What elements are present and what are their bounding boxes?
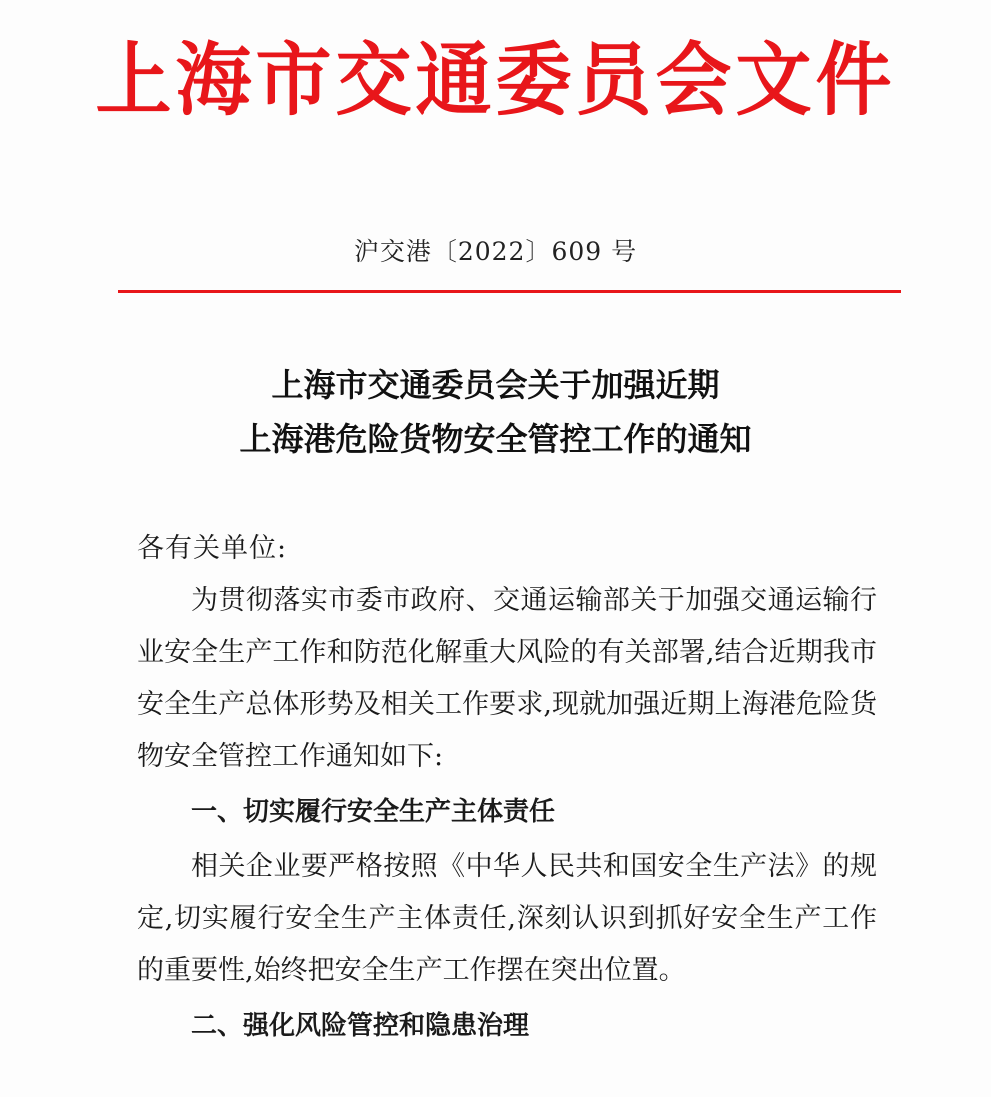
issuer-header-title: 上海市交通委员会文件 [95,32,896,127]
document-body [137,523,877,1055]
addressee: 各有关单位: [137,533,288,564]
section-2-heading: 二、强化风险管控和隐患治理 [191,1011,530,1041]
section-1-paragraph: 相关企业要严格按照《中华人民共和国安全生产法》的规定,切实履行安全生产主体责任,深刻认识到抓好安全生产工作的重要性,始终把安全生产工作摆在突出位置。 [137,851,877,986]
document-number: 沪交港〔2022〕609 号 [353,237,638,266]
notice-title-line-2: 上海港危险货物安全管控工作的通知 [239,420,752,458]
notice-title [0,358,991,466]
notice-title-line-1: 上海市交通委员会关于加强近期 [271,366,720,404]
intro-paragraph: 为贯彻落实市委市政府、交通运输部关于加强交通运输行业安全生产工作和防范化解重大风险的有关部署,结合近期我市安全生产总体形势及相关工作要求,现就加强近期上海港危险货物安全管控工作通知如下: [137,585,877,772]
red-divider-line [118,290,901,293]
section-1-heading: 一、切实履行安全生产主体责任 [191,797,556,827]
